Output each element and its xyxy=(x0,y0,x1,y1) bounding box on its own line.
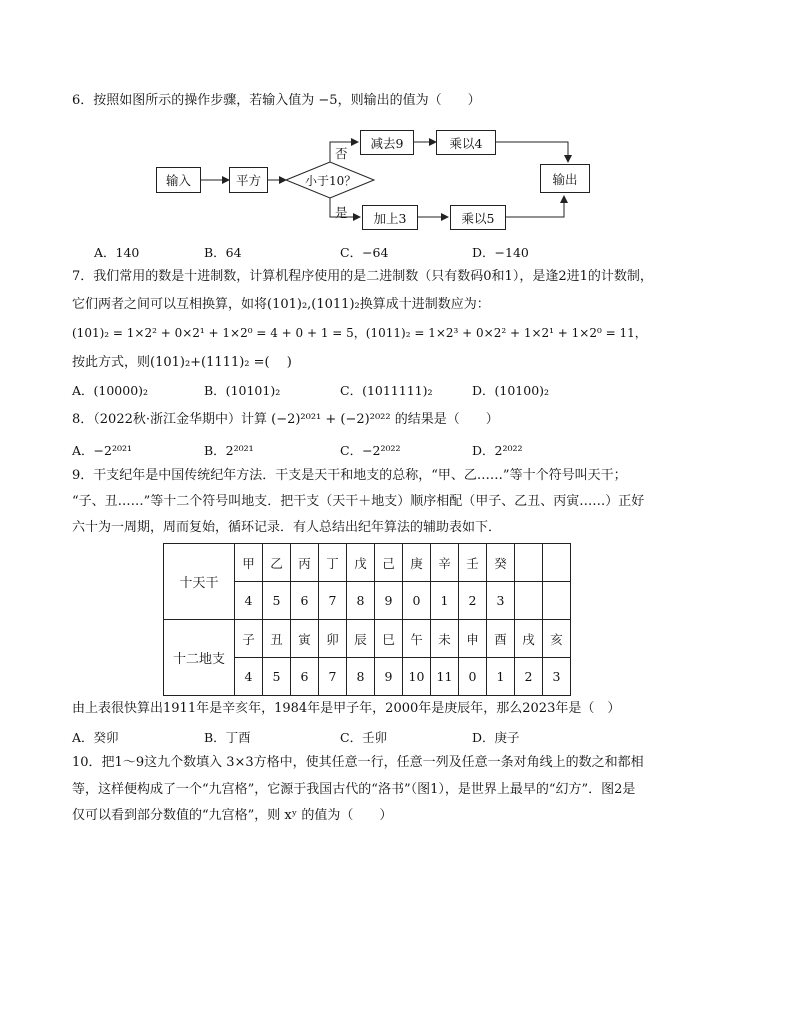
tiangan-num-cell: 6 xyxy=(291,582,319,620)
q9-option-d: D．庚子 xyxy=(472,730,520,745)
tiangan-cell xyxy=(543,544,571,582)
flow-times4-box: 乘以4 xyxy=(436,130,496,155)
q6-option-a: A．140 xyxy=(94,245,140,260)
q9-option-c: C．壬卯 xyxy=(340,730,388,745)
tiangan-cell: 壬 xyxy=(459,544,487,582)
flow-input-box: 输入 xyxy=(156,167,201,193)
q9-line3: 六十为一周期，周而复始，循环记录．有人总结出纪年算法的辅助表如下． xyxy=(72,520,502,535)
q10-line1: 10．把1～9这九个数填入 3×3方格中，使其任意一行，任意一列及任意一条对角线上的数之和都相 xyxy=(72,755,644,770)
tiangan-cell: 乙 xyxy=(263,544,291,582)
tiangan-num-cell: 9 xyxy=(375,582,403,620)
q6-stem: 6．按照如图所示的操作步骤，若输入值为 −5，则输出的值为（ ） xyxy=(72,93,481,108)
tiangan-num-cell xyxy=(515,582,543,620)
dizhi-cell: 酉 xyxy=(487,620,515,658)
q9-option-b: B．丁酉 xyxy=(204,730,251,745)
dizhi-row xyxy=(164,620,571,658)
flow-output-box: 输出 xyxy=(540,164,590,193)
flow-square-box: 平方 xyxy=(229,167,268,193)
tiangan-label: 十天干 xyxy=(164,544,235,620)
dizhi-num-cell: 11 xyxy=(431,658,459,696)
dizhi-cell: 戌 xyxy=(515,620,543,658)
q9-line2: “子、丑……”等十二个符号叫地支．把干支（天干＋地支）顺序相配（甲子、乙丑、丙寅……）正好 xyxy=(72,494,645,509)
tiangan-cell: 甲 xyxy=(235,544,263,582)
tiangan-cell: 丙 xyxy=(291,544,319,582)
q7-line4: 按此方式，则(101)₂+(1111)₂ =( ) xyxy=(72,355,292,370)
flow-decision-label: 小于10？ xyxy=(305,174,357,188)
dizhi-num-cell: 3 xyxy=(543,658,571,696)
tiangan-num-cell: 7 xyxy=(319,582,347,620)
dizhi-num-cell: 5 xyxy=(263,658,291,696)
dizhi-cell: 子 xyxy=(235,620,263,658)
dizhi-cell: 卯 xyxy=(319,620,347,658)
dizhi-num-cell: 8 xyxy=(347,658,375,696)
q6-option-b: B．64 xyxy=(204,245,242,260)
dizhi-num-cell: 10 xyxy=(403,658,431,696)
q7-line2: 它们两者之间可以互相换算，如将(101)₂,(1011)₂换算成十进制数应为： xyxy=(72,297,490,312)
dizhi-cell: 午 xyxy=(403,620,431,658)
flow-no-label: 否 xyxy=(335,146,348,161)
q7-line3: (101)₂ = 1×2² + 0×2¹ + 1×2⁰ = 4 + 0 + 1 = 5，(1011)₂ = 1×2³ + 0×2² + 1×2¹ + 1×2⁰ = 11， xyxy=(72,326,647,340)
tiangan-cell: 丁 xyxy=(319,544,347,582)
q8-option-d: D．2²⁰²² xyxy=(472,443,523,458)
q7-option-d: D．(10100)₂ xyxy=(472,383,550,398)
q9-after-table: 由上表很快算出1911年是辛亥年，1984年是甲子年，2000年是庚辰年，那么2023年是（ ） xyxy=(72,701,621,716)
q7-option-a: A．(10000)₂ xyxy=(72,383,149,398)
dizhi-num-cell: 0 xyxy=(459,658,487,696)
tiangan-num-cell: 4 xyxy=(235,582,263,620)
q6-option-d: D．−140 xyxy=(472,245,529,260)
tiangan-cell: 癸 xyxy=(487,544,515,582)
dizhi-cell: 未 xyxy=(431,620,459,658)
q9-option-a: A．癸卯 xyxy=(72,730,119,745)
dizhi-num-cell: 9 xyxy=(375,658,403,696)
dizhi-label: 十二地支 xyxy=(164,620,235,696)
q6-option-c: C．−64 xyxy=(340,245,389,260)
tiangan-num-cell: 3 xyxy=(487,582,515,620)
q8-option-a: A．−2²⁰²¹ xyxy=(72,443,132,458)
dizhi-num-cell: 4 xyxy=(235,658,263,696)
dizhi-cell: 丑 xyxy=(263,620,291,658)
tiangan-num-cell: 8 xyxy=(347,582,375,620)
dizhi-cell: 申 xyxy=(459,620,487,658)
q8-option-b: B．2²⁰²¹ xyxy=(204,443,254,458)
flow-plus3-box: 加上3 xyxy=(362,205,418,230)
tiangan-cell: 己 xyxy=(375,544,403,582)
dizhi-num-cell: 1 xyxy=(487,658,515,696)
q9-line1: 9．干支纪年是中国传统纪年方法．干支是天干和地支的总称，“甲、乙……”等十个符号叫天干； xyxy=(72,468,627,483)
q10-line2: 等，这样便构成了一个“九宫格”，它源于我国古代的“洛书”（图1），是世界上最早的“幻方”．图2是 xyxy=(72,782,636,797)
tiangan-num-cell: 2 xyxy=(459,582,487,620)
tiangan-row xyxy=(164,544,571,582)
tiangan-num-cell: 1 xyxy=(431,582,459,620)
dizhi-num-cell: 7 xyxy=(319,658,347,696)
dizhi-cell: 亥 xyxy=(543,620,571,658)
dizhi-num-cell: 2 xyxy=(515,658,543,696)
dizhi-cell: 寅 xyxy=(291,620,319,658)
q7-option-b: B．(10101)₂ xyxy=(204,383,281,398)
flow-yes-label: 是 xyxy=(335,205,348,220)
dizhi-cell: 辰 xyxy=(347,620,375,658)
q7-option-c: C．(1011111)₂ xyxy=(340,383,433,398)
tiangan-num-cell xyxy=(543,582,571,620)
tiangan-cell: 庚 xyxy=(403,544,431,582)
q10-line3: 仅可以看到部分数值的“九宫格”，则 xʸ 的值为（ ） xyxy=(72,808,393,823)
tiangan-num-cell: 5 xyxy=(263,582,291,620)
tiangan-cell: 戊 xyxy=(347,544,375,582)
flow-times5-box: 乘以5 xyxy=(450,205,506,230)
tiangan-num-cell: 0 xyxy=(403,582,431,620)
q7-line1: 7．我们常用的数是十进制数，计算机程序使用的是二进制数（只有数码0和1），是逢2进1的计数制， xyxy=(72,269,653,284)
q8-stem: 8．（2022秋·浙江金华期中）计算 (−2)²⁰²¹ + (−2)²⁰²² 的结果是（ ） xyxy=(72,412,499,427)
tiangan-cell: 辛 xyxy=(431,544,459,582)
tiangan-cell xyxy=(515,544,543,582)
dizhi-num-cell: 6 xyxy=(291,658,319,696)
dizhi-cell: 巳 xyxy=(375,620,403,658)
ganzhi-table xyxy=(163,543,571,696)
flow-minus9-box: 减去9 xyxy=(360,130,414,155)
q8-option-c: C．−2²⁰²² xyxy=(340,443,401,458)
